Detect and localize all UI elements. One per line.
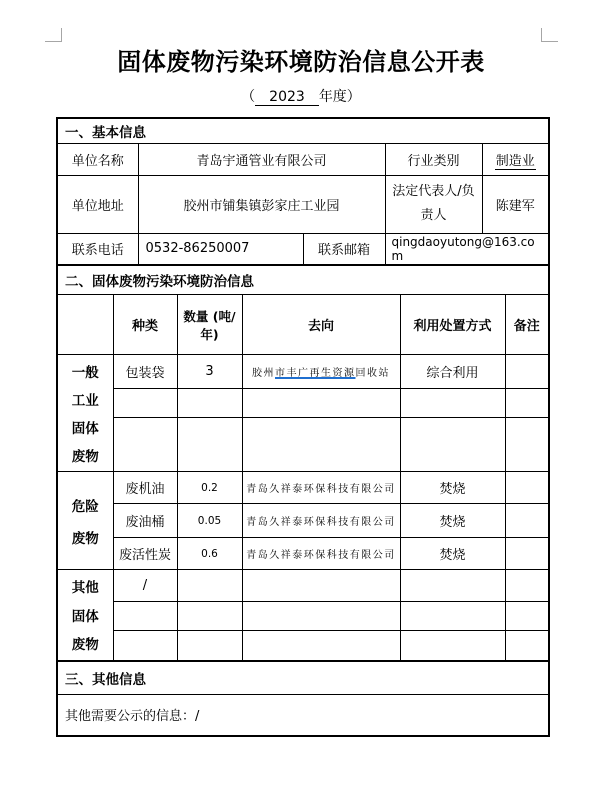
group-label-other-solid-waste: 其他 固体 废物 <box>57 570 113 661</box>
industry-value: 制造业 <box>482 143 549 175</box>
group-label-hazardous-waste: 危险 废物 <box>57 472 113 570</box>
table-row <box>57 661 549 695</box>
table-row <box>57 355 549 389</box>
industry-label: 行业类别 <box>385 143 482 175</box>
table-row <box>57 389 549 418</box>
waste-disposal: 焚烧 <box>400 538 505 570</box>
email-value: qingdaoyutong@163.com <box>385 233 549 265</box>
phone-label: 联系电话 <box>57 233 138 265</box>
waste-remark <box>505 570 549 602</box>
section-heading-basic-info: 一、基本信息 <box>57 118 549 143</box>
waste-quantity <box>177 570 242 602</box>
legal-rep-value: 陈建军 <box>482 175 549 233</box>
waste-remark <box>505 389 549 418</box>
col-header-remark: 备注 <box>505 295 549 355</box>
table-row <box>57 695 549 736</box>
waste-kind: 包装袋 <box>113 355 177 389</box>
waste-disposal <box>400 389 505 418</box>
col-header-destination: 去向 <box>242 295 400 355</box>
waste-disposal <box>400 418 505 472</box>
year-open-paren: （ <box>241 89 256 105</box>
waste-destination <box>242 418 400 472</box>
col-header-group <box>57 295 113 355</box>
waste-remark <box>505 631 549 661</box>
waste-kind <box>113 631 177 661</box>
phone-value: 0532-86250007 <box>138 233 303 265</box>
waste-destination <box>242 631 400 661</box>
document-title: 固体废物污染环境防治信息公开表 <box>117 48 485 76</box>
waste-disposal: 焚烧 <box>400 504 505 538</box>
waste-disposal <box>400 602 505 631</box>
waste-quantity: 0.2 <box>177 472 242 504</box>
waste-quantity <box>177 602 242 631</box>
section-heading-other-info: 三、其他信息 <box>57 661 549 695</box>
waste-kind: / <box>113 570 177 602</box>
waste-kind <box>113 602 177 631</box>
email-label: 联系邮箱 <box>303 233 385 265</box>
waste-disposal: 综合利用 <box>400 355 505 389</box>
waste-quantity <box>177 418 242 472</box>
waste-remark <box>505 355 549 389</box>
waste-remark <box>505 538 549 570</box>
section-heading-waste-info: 二、固体废物污染环境防治信息 <box>57 265 549 295</box>
address-label: 单位地址 <box>57 175 138 233</box>
waste-destination: 青岛久祥泰环保科技有限公司 <box>242 504 400 538</box>
col-header-disposal: 利用处置方式 <box>400 295 505 355</box>
waste-remark <box>505 602 549 631</box>
group-label-general-industrial-waste: 一般 工业 固体 废物 <box>57 355 113 472</box>
table-row <box>57 143 549 175</box>
table-row <box>57 570 549 602</box>
waste-remark <box>505 418 549 472</box>
waste-destination <box>242 570 400 602</box>
waste-destination: 胶州市丰广再生资源回收站 <box>242 355 400 389</box>
margin-crop-mark-top-left <box>45 28 62 42</box>
other-info-table <box>56 660 550 737</box>
table-header-row <box>57 295 549 355</box>
unit-name-value: 青岛宇通管业有限公司 <box>138 143 385 175</box>
table-row <box>57 118 549 143</box>
address-value: 胶州市铺集镇彭家庄工业园 <box>138 175 385 233</box>
waste-remark <box>505 504 549 538</box>
table-row <box>57 418 549 472</box>
table-row <box>57 602 549 631</box>
year-value: 2023 <box>255 89 319 106</box>
waste-quantity <box>177 631 242 661</box>
waste-kind: 废油桶 <box>113 504 177 538</box>
table-row <box>57 265 549 295</box>
table-row <box>57 233 549 265</box>
waste-quantity: 0.6 <box>177 538 242 570</box>
waste-destination: 青岛久祥泰环保科技有限公司 <box>242 538 400 570</box>
waste-destination <box>242 602 400 631</box>
waste-disposal <box>400 570 505 602</box>
table-row <box>57 175 549 233</box>
waste-disposal: 焚烧 <box>400 472 505 504</box>
table-row <box>57 538 549 570</box>
waste-destination: 青岛久祥泰环保科技有限公司 <box>242 472 400 504</box>
waste-remark <box>505 472 549 504</box>
waste-quantity <box>177 389 242 418</box>
col-header-quantity: 数量 (吨/年) <box>177 295 242 355</box>
waste-kind: 废机油 <box>113 472 177 504</box>
waste-quantity: 3 <box>177 355 242 389</box>
legal-rep-label: 法定代表人/负责人 <box>385 175 482 233</box>
proofing-marked-text: 市丰广再生资源 <box>275 368 356 379</box>
waste-destination <box>242 389 400 418</box>
year-close-paren: 年度） <box>318 89 361 105</box>
basic-info-table <box>56 117 550 266</box>
waste-kind <box>113 418 177 472</box>
waste-info-table <box>56 264 550 662</box>
waste-kind <box>113 389 177 418</box>
table-row <box>57 504 549 538</box>
col-header-kind: 种类 <box>113 295 177 355</box>
other-info-content: 其他需要公示的信息：/ <box>57 695 549 736</box>
table-row <box>57 631 549 661</box>
table-row <box>57 472 549 504</box>
waste-disposal <box>400 631 505 661</box>
margin-crop-mark-top-right <box>541 28 558 42</box>
waste-kind: 废活性炭 <box>113 538 177 570</box>
unit-name-label: 单位名称 <box>57 143 138 175</box>
document-year-line <box>0 86 602 106</box>
waste-quantity: 0.05 <box>177 504 242 538</box>
